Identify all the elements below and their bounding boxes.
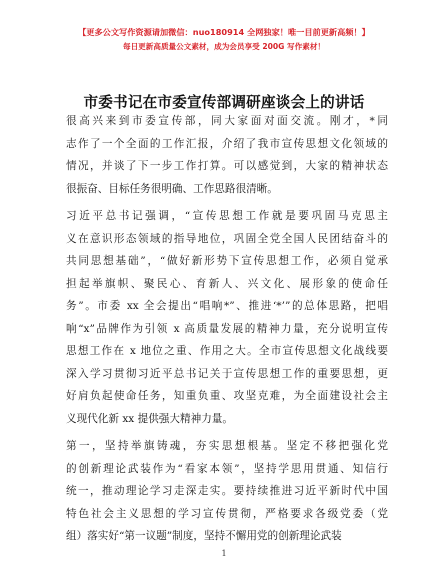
text-line: 共同思想基础”，“做好新形势下宣传思想工作，必须自觉承	[66, 255, 388, 267]
text-line: 义现代化新 xx 提供强大精神力量。	[66, 412, 233, 425]
paragraph	[66, 110, 388, 200]
text-line: 情况，并谈了下一步工作打算。可以感觉到，大家的精神状态	[66, 160, 388, 172]
text-line: 第一，坚持举旗铸魂，夯实思想根基。坚定不移把强化党	[66, 440, 388, 452]
text-line: 很高兴来到市委宣传部，同大家面对面交流。刚才，*同	[66, 115, 388, 127]
page-number: 1	[221, 549, 227, 558]
text-line: 组）落实好“第一议题”制度，坚持不懈用党的创新理论武装	[66, 530, 342, 542]
text-line: 习近平总书记强调，“宣传思想工作就是要巩固马克思主	[66, 210, 388, 222]
text-line: 务”。市委 xx 全会提出“唱响*”、推进‘*’”的总体思路，把唱	[66, 300, 388, 312]
text-line: 的创新理论武装作为“看家本领”，坚持学思用贯通、知信行	[66, 462, 388, 475]
text-line: 思想工作在 x 地位之重、作用之大。全市宣传思想文化战线要	[66, 345, 388, 357]
document-title: 市委书记在市委宣传部调研座谈会上的讲话	[83, 94, 365, 111]
text-line: 响“x”品牌作为引领 x 高质量发展的精神力量，充分说明宣传	[66, 322, 388, 335]
promo-banner-line-2: 每日更新高质量公文素材，成为会员享受 200G 写作素材！	[122, 42, 326, 51]
paragraph	[66, 435, 388, 548]
text-line: 深入学习贯彻习近平总书记关于宣传思想工作的重要思想，更	[66, 367, 388, 380]
document-body	[66, 110, 388, 553]
paragraph	[66, 205, 388, 430]
text-line: 担起举旗帜、聚民心、育新人、兴文化、展形象的使命任	[66, 277, 388, 290]
promo-banner-line-1: 【更多公文写作资源请加微信：nuo180914 全网独家！唯一目前更新高频！】	[78, 27, 370, 37]
text-line: 志作了一个全面的工作汇报，介绍了我市宣传思想文化领域的	[66, 137, 388, 150]
text-line: 义在意识形态领域的指导地位，巩固全党全国人民团结奋斗的	[66, 232, 388, 245]
text-line: 很振奋、目标任务很明确、工作思路很清晰。	[66, 182, 278, 195]
text-line: 统一，推动理论学习走深走实。要持续推进习近平新时代中国	[66, 485, 388, 497]
text-line: 好肩负起使命任务，知重负重、攻坚克难，为全面建设社会主	[66, 390, 388, 402]
text-line: 特色社会主义思想的学习宣传贯彻，严格要求各级党委（党	[66, 507, 388, 520]
